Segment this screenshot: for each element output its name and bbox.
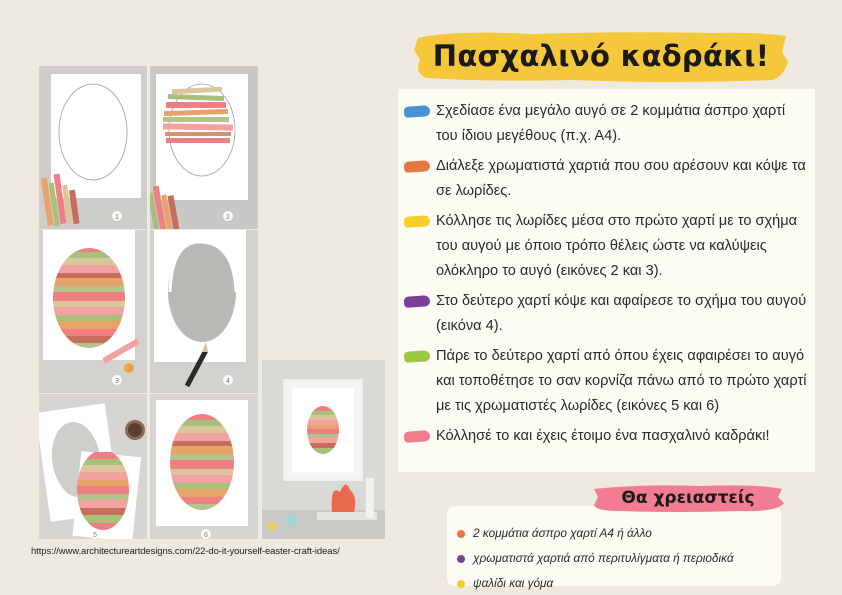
final-framed-photo <box>262 360 385 539</box>
material-item-2-text: χρωματιστά χαρτιά από περιτυλίγματα ή περιοδικά <box>473 551 734 565</box>
step-4 <box>404 289 807 338</box>
photo-number-2: 2 <box>226 214 230 221</box>
green-brush-mark-icon <box>404 350 431 363</box>
step-photo-5-illustration <box>39 394 147 539</box>
photo-number-6: 6 <box>204 532 208 539</box>
title-banner <box>412 28 790 84</box>
photo-number-4: 4 <box>226 378 230 385</box>
page-title: Πασχαλινό καδράκι! <box>432 39 770 73</box>
material-item-2 <box>457 546 771 571</box>
step-3-text: Κόλλησε τις λωρίδες μέσα στο πρώτο χαρτί με το σχήμα του αυγού με όποιο τρόπο θέλεις ώστε να καλύψεις ολόκληρο το αυγό (εικόνες 2 και 3). <box>436 213 798 279</box>
step-1-text: Σχεδίασε ένα μεγάλο αυγό σε 2 κομμάτια άσπρο χαρτί του ίδιου μεγέθους (π.χ. Α4). <box>436 103 786 144</box>
step-5 <box>404 344 807 418</box>
material-item-3-text: ψαλίδι και γόμα <box>473 576 554 590</box>
instructions-panel <box>398 89 815 472</box>
step-photo-4-illustration <box>150 230 258 393</box>
yellow-brush-mark-icon <box>404 215 431 228</box>
material-item-1-text: 2 κομμάτια άσπρο χαρτί Α4 ή άλλο <box>473 526 652 540</box>
step-photo-collage <box>31 46 250 539</box>
step-2-text: Διάλεξε χρωματιστά χαρτιά που σου αρέσουν και κόψε τα σε λωρίδες. <box>436 158 806 199</box>
photo-number-3: 3 <box>115 378 119 385</box>
orange-brush-mark-icon <box>404 160 431 173</box>
blue-brush-mark-icon <box>404 105 431 118</box>
step-1 <box>404 99 807 148</box>
source-url: https://www.architectureartdesigns.com/22-do-it-yourself-easter-craft-ideas/ <box>31 546 340 557</box>
step-photo-1-illustration <box>39 66 147 229</box>
step-photo-2-illustration <box>150 66 258 229</box>
step-photo-1 <box>39 66 147 229</box>
step-photo-2 <box>150 66 258 229</box>
materials-panel <box>447 506 781 590</box>
final-framed-illustration <box>262 360 385 539</box>
material-item-1 <box>457 521 771 546</box>
step-5-text: Πάρε το δεύτερο χαρτί από όπου έχεις αφαιρέσει το αυγό και τοποθέτησε το σαν κορνίζα πάνω από το πρώτο χαρτί με τις χρωματιστές λωρίδες (εικόνες 5 και 6) <box>436 348 807 414</box>
step-6-text: Κόλλησέ το και έχεις έτοιμο ένα πασχαλινό καδράκι! <box>436 428 770 445</box>
step-photo-3-illustration <box>39 230 147 393</box>
step-photo-6 <box>150 394 258 539</box>
photo-number-5: 5 <box>93 532 97 539</box>
yellow-dot-icon <box>457 580 465 588</box>
step-3 <box>404 209 807 283</box>
step-photo-3 <box>39 230 147 393</box>
step-4-text: Στο δεύτερο χαρτί κόψε και αφαίρεσε το σχήμα του αυγού (εικόνα 4). <box>436 293 807 334</box>
materials-heading-banner <box>590 483 786 513</box>
purple-brush-mark-icon <box>404 295 431 308</box>
photo-number-1: 1 <box>115 214 119 221</box>
step-6 <box>404 424 807 449</box>
materials-heading: Θα χρειαστείς <box>621 488 755 508</box>
step-photo-5 <box>39 394 147 539</box>
material-item-3 <box>457 571 771 595</box>
step-2 <box>404 154 807 203</box>
step-photo-4 <box>150 230 258 393</box>
step-photo-6-illustration <box>150 394 258 539</box>
purple-dot-icon <box>457 555 465 563</box>
orange-dot-icon <box>457 530 465 538</box>
pink-brush-mark-icon <box>404 430 431 443</box>
